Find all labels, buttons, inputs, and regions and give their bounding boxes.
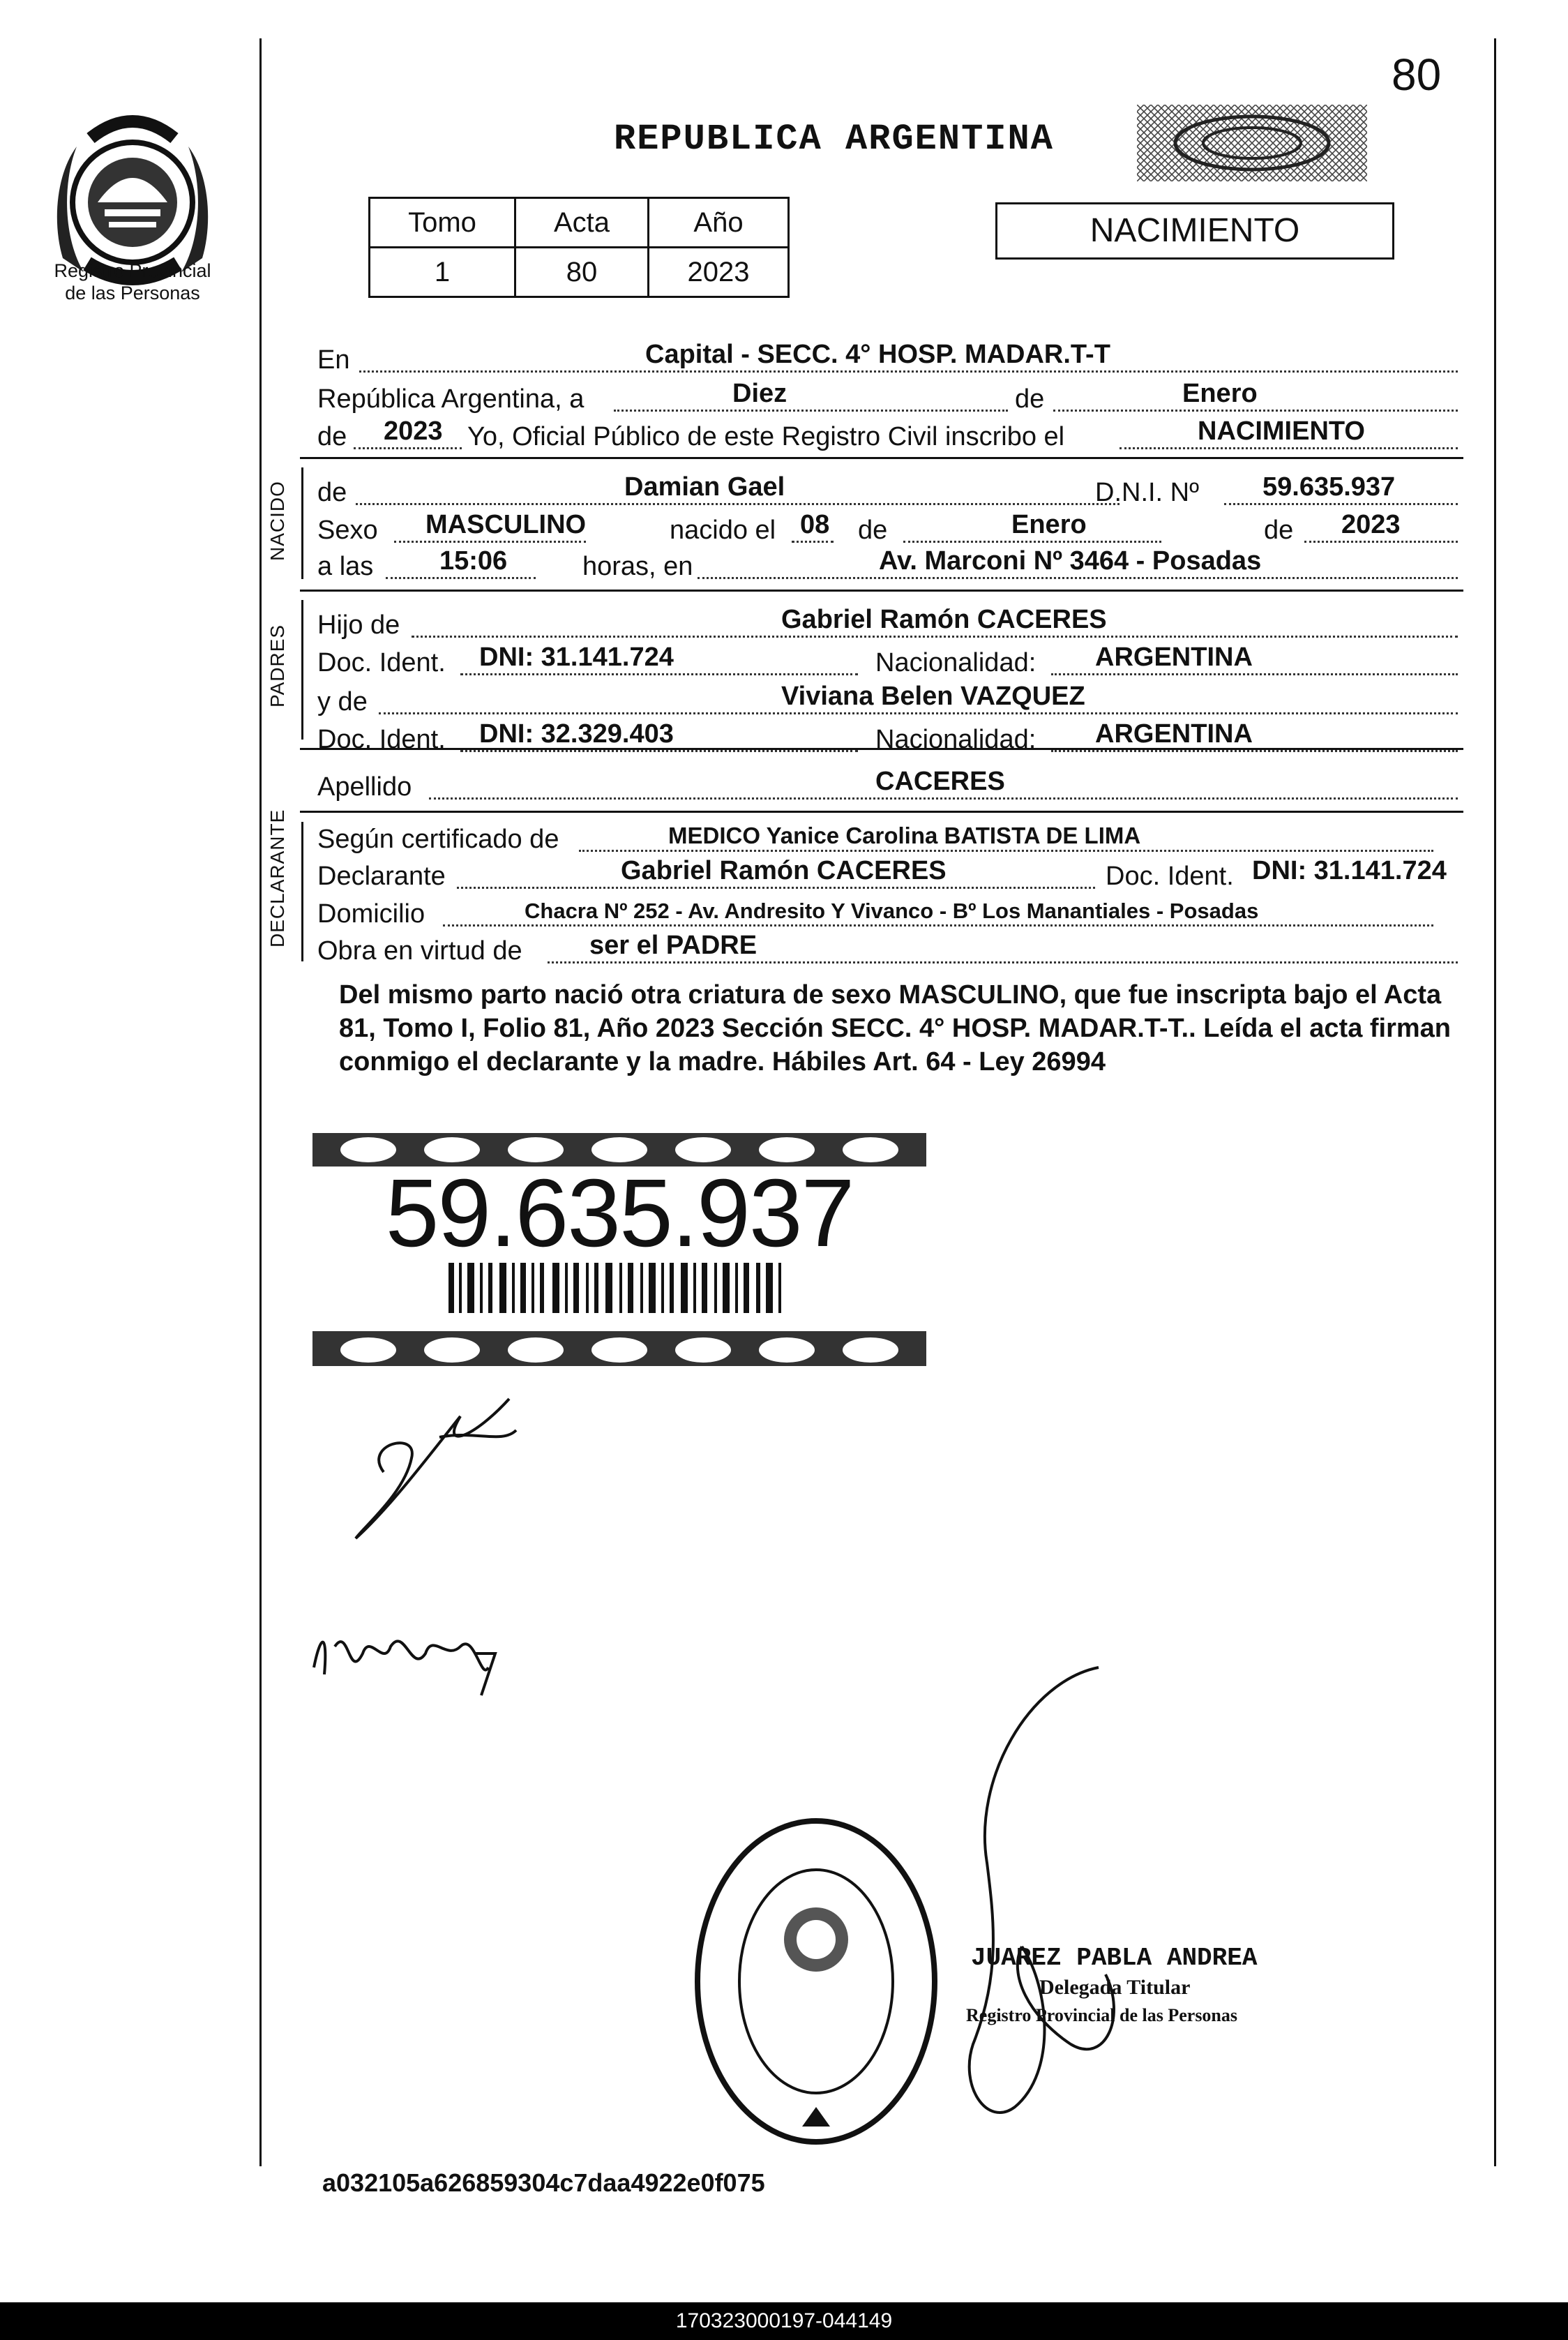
- year-dots: [354, 447, 462, 449]
- father-name-dots: [412, 636, 1458, 638]
- place-row: [317, 340, 1461, 377]
- en-label: En: [317, 345, 350, 375]
- obra-dots: [548, 961, 1458, 963]
- declarante-doc: DNI: 31.141.724: [1252, 856, 1447, 885]
- right-margin-rule: [1494, 38, 1496, 2166]
- footer-code: 170323000197-044149: [675, 2309, 893, 2332]
- year-row: [317, 417, 1461, 453]
- birth-month: Enero: [1011, 510, 1087, 539]
- apellido-value: CACERES: [875, 767, 1005, 796]
- date-de-label: de: [1015, 384, 1045, 414]
- nacido-de-label: de: [317, 478, 347, 507]
- dni-dots: [1224, 503, 1458, 505]
- page-number: 80: [1392, 50, 1442, 100]
- child-name: Damian Gael: [624, 472, 785, 502]
- time-dots: [386, 577, 536, 579]
- registry-header-anio: Año: [649, 198, 789, 248]
- security-hologram-stamp: [1137, 105, 1367, 181]
- official-name: JUAREZ PABLA ANDREA: [971, 1944, 1258, 1972]
- certificate-issuer: MEDICO Yanice Carolina BATISTA DE LIMA: [668, 823, 1141, 848]
- separator-4: [300, 811, 1463, 813]
- registry-value-tomo: 1: [370, 248, 515, 297]
- logo-caption-line1: Registro Provincial: [54, 260, 211, 281]
- inscription-type: NACIMIENTO: [1198, 417, 1365, 446]
- mother-doc-label: Doc. Ident.: [317, 725, 446, 754]
- republica-label: República Argentina, a: [317, 384, 585, 414]
- registry-header-acta: Acta: [515, 198, 649, 248]
- official-office: Registro Provincial de las Personas: [966, 2005, 1238, 2025]
- registration-day: Diez: [732, 379, 787, 408]
- birth-year-dots: [1304, 541, 1458, 543]
- declarante-name: Gabriel Ramón CACERES: [621, 856, 947, 885]
- declarante-doc-label: Doc. Ident.: [1106, 862, 1234, 891]
- separator-3: [300, 748, 1463, 750]
- apellido-dots: [429, 797, 1458, 800]
- record-type-box: NACIMIENTO: [995, 202, 1394, 260]
- declarante-address: Chacra Nº 252 - Av. Andresito Y Vivanco - Bº Los Manantiales - Posadas: [525, 899, 1259, 923]
- place-dots: [359, 370, 1458, 373]
- obra-label: Obra en virtud de: [317, 936, 522, 966]
- birth-de-label-2: de: [1264, 516, 1294, 545]
- registry-value-anio: 2023: [649, 248, 789, 297]
- year-prefix-label: de: [317, 422, 347, 451]
- domicilio-row: [317, 894, 1461, 931]
- mother-name-dots: [379, 712, 1458, 714]
- obra-value: ser el PADRE: [589, 931, 757, 960]
- registration-place: Capital - SECC. 4° HOSP. MADAR.T-T: [645, 340, 1110, 369]
- official-delegation-seal: [691, 1814, 942, 2149]
- segun-label: Según certificado de: [317, 825, 559, 854]
- father-doc: DNI: 31.141.724: [479, 643, 674, 672]
- birth-de-label: de: [858, 516, 888, 545]
- separator-1: [300, 457, 1463, 459]
- registration-month: Enero: [1182, 379, 1258, 408]
- registry-value-acta: 80: [515, 248, 649, 297]
- birth-day: 08: [800, 510, 830, 539]
- sexo-label: Sexo: [317, 516, 378, 545]
- document-hash-code: a032105a626859304c7daa4922e0f075: [322, 2168, 765, 2197]
- nacido-name-row: [317, 473, 1461, 509]
- horas-en-label: horas, en: [582, 552, 693, 581]
- day-dots: [614, 410, 1008, 412]
- domicilio-dots: [443, 924, 1433, 927]
- official-signature: [945, 1653, 1140, 2135]
- child-sex: MASCULINO: [425, 510, 587, 539]
- official-title: Delegada Titular: [1039, 1976, 1191, 1999]
- birthplace-dots: [698, 577, 1458, 579]
- obra-row: [317, 931, 1461, 968]
- hijo-de-label: Hijo de: [317, 610, 400, 640]
- father-nationality-dots: [1051, 673, 1458, 675]
- dni-label: D.N.I. Nº: [1095, 478, 1199, 507]
- padres-section-label: PADRES: [266, 624, 288, 707]
- nacido-birth-row: [317, 511, 1461, 547]
- month-dots: [1053, 410, 1458, 412]
- separator-2: [300, 590, 1463, 592]
- logo-caption-line2: de las Personas: [65, 283, 200, 303]
- registry-table: [368, 197, 790, 298]
- apellido-label: Apellido: [317, 772, 412, 802]
- oficial-statement: Yo, Oficial Público de este Registro Civil inscribo el: [467, 422, 1065, 451]
- father-doc-dots: [460, 673, 858, 675]
- declarante-label: Declarante: [317, 862, 446, 891]
- domicilio-label: Domicilio: [317, 899, 425, 929]
- apellido-row: [317, 767, 1461, 804]
- birth-day-dots: [792, 541, 834, 543]
- declarante-section-label: DECLARANTE: [266, 809, 288, 947]
- declarante-bracket: [301, 822, 303, 961]
- left-margin-rule: [259, 38, 262, 2166]
- father-nationality-label: Nacionalidad:: [875, 648, 1036, 677]
- certificate-dots: [579, 850, 1433, 852]
- father-doc-label: Doc. Ident.: [317, 648, 446, 677]
- father-name-row: [317, 606, 1461, 642]
- inscription-dots: [1120, 447, 1458, 449]
- a-las-label: a las: [317, 552, 374, 581]
- logo-caption: [28, 260, 237, 304]
- registry-table-header-row: [370, 198, 789, 248]
- nacido-bracket: [301, 467, 303, 579]
- mother-nationality-label: Nacionalidad:: [875, 725, 1036, 754]
- birth-place: Av. Marconi Nº 3464 - Posadas: [879, 546, 1262, 576]
- mother-doc-dots: [460, 750, 858, 752]
- mother-doc-row: [317, 720, 1461, 756]
- country-title: REPUBLICA ARGENTINA: [614, 119, 1054, 160]
- father-name: Gabriel Ramón CACERES: [781, 605, 1107, 634]
- mother-name: Viviana Belen VAZQUEZ: [781, 682, 1085, 711]
- child-dni: 59.635.937: [1262, 472, 1396, 502]
- father-nationality: ARGENTINA: [1095, 643, 1253, 672]
- nacido-el-label: nacido el: [670, 516, 776, 545]
- y-de-label: y de: [317, 687, 368, 717]
- mother-nationality-dots: [1051, 750, 1458, 752]
- mother-signature: [307, 1605, 558, 1709]
- date-row: [317, 380, 1461, 416]
- padres-bracket: [301, 600, 303, 740]
- nacido-section-label: NACIDO: [266, 481, 288, 561]
- declarante-row: [317, 857, 1461, 893]
- mother-name-row: [317, 682, 1461, 719]
- birth-year: 2023: [1341, 510, 1401, 539]
- declarante-dots: [457, 887, 1095, 889]
- registration-year: 2023: [384, 417, 443, 446]
- mother-doc: DNI: 32.329.403: [479, 719, 674, 749]
- birth-note: Del mismo parto nació otra criatura de sexo MASCULINO, que fue inscripta bajo el Acta 81, Tomo I, Folio 81, Año 2023 Sección SECC. 4° HOSP. MADAR.T-T.. Leída el acta firman conmigo el declarante y la madre. Hábiles Art. 64 - Ley 26994: [339, 980, 1452, 1077]
- mother-nationality: ARGENTINA: [1095, 719, 1253, 749]
- registry-header-tomo: Tomo: [370, 198, 515, 248]
- declarante-signature: [335, 1388, 544, 1549]
- birth-month-dots: [903, 541, 1161, 543]
- certificate-row: [317, 820, 1461, 856]
- sexo-dots: [394, 541, 586, 543]
- birth-time: 15:06: [439, 546, 508, 576]
- barcode-number: 59.635.937: [385, 1160, 854, 1267]
- registry-table-value-row: [370, 248, 789, 297]
- name-dots: [356, 503, 1120, 505]
- nacido-time-row: [317, 547, 1461, 583]
- father-doc-row: [317, 643, 1461, 680]
